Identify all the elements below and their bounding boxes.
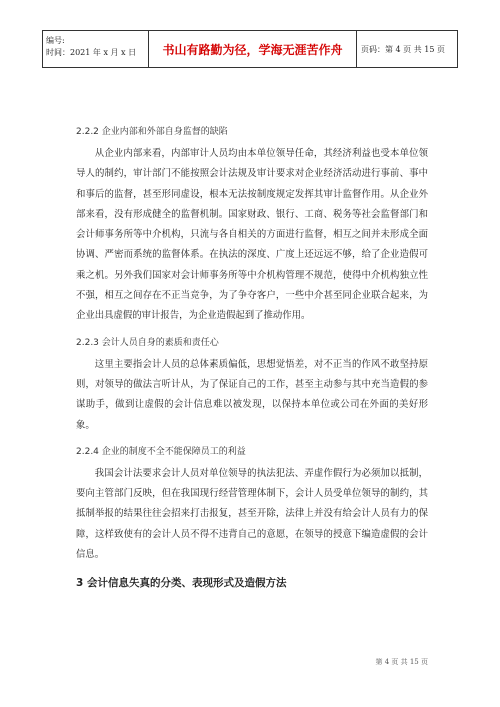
section-heading-2-2-2: 2.2.2 企业内部和外部自身监督的缺陷	[76, 127, 228, 137]
section-title-3: 3 会计信息失真的分类、表现形式及造假方法	[76, 577, 287, 590]
paragraph-2-2-3: 这里主要指会计人员的总体素质偏低，思想觉悟差，对不正当的作风不敢坚持原则，对领导的做法言听计从，为了保证自己的工作，甚至主动参与其中充当造假的参谋助手，做到让虚假的会计信息难以被发现，以保持本单位或公司在外面的美好形象。	[76, 358, 428, 431]
header-page-label: 页码：第 4 页 共 15 页	[361, 44, 445, 54]
section-heading-2-2-3: 2.2.3 会计人员自身的素质和责任心	[76, 337, 219, 348]
paragraph-2-2-4: 我国会计法要求会计人员对单位领导的执法犯法、弄虚作假行为必须加以抵制，要向主管部门反映，但在我国现行经营管理体制下，会计人员受单位领导的制约，其抵制举报的结果往往会招来打击报复，甚至开除，法律上并没有给会计人员有力的保障，这样致使有的会计人员不得不违背自己的意愿，在领导的授意下编造虚假的会计信息。	[76, 467, 428, 561]
time-label: 时间：2021 年 x 月 x 日	[46, 48, 137, 57]
header-meta	[43, 31, 149, 67]
header-motto: 书山有路勤为径，学海无涯苦作舟	[149, 31, 357, 67]
section-heading-2-2-4: 2.2.4 企业的制度不全不能保障员工的利益	[76, 446, 246, 457]
page-footer: 第 4 页 共 15 页	[375, 658, 428, 666]
paragraph-2-2-2: 从企业内部来看，内部审计人员均由本单位领导任命，其经济利益也受本单位领导人的制约，审计部门不能按照会计法规及审计要求对企业经济活动进行事前、事中和事后的监督，甚至形同虚设，根本无法按制度规定发挥其审计监督作用。从企业外部来看，没有形成健全的监督机制。国家财政、银行、工商、税务等社会监督部门和会计师事务所等中介机构，只流与各自相关的方面进行监督，相互之间并未形成全面协调、严密而系统的监督体系。在执法的深度、广度上还远远不够，给了企业造假可乘之机。另外我们国家对会计师事务所等中介机构管理不规范，使得中介机构独立性不强，相互之间存在不正当竞争，为了争夺客户，一些中介甚至同企业联合起来，为企业出具虚假的审计报告，为企业造假起到了推动作用。	[76, 148, 428, 322]
document-body	[76, 124, 428, 590]
page-header	[42, 30, 458, 68]
number-label: 编号:	[46, 36, 65, 45]
